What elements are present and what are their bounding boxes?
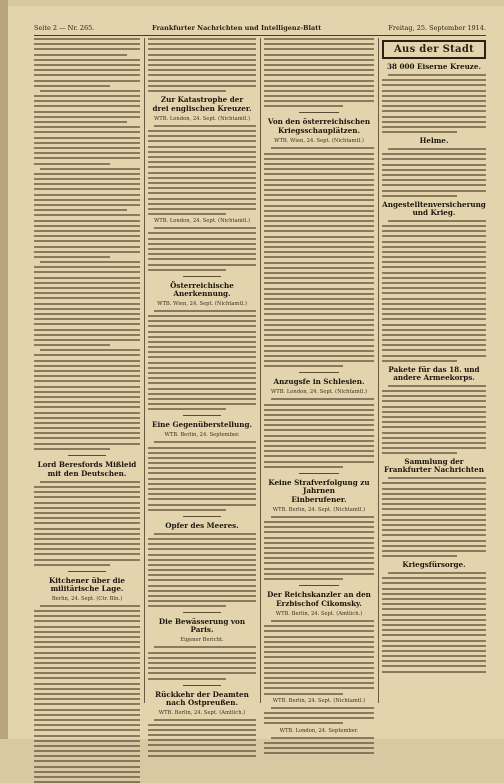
headline-beresford-line2: mit den Deutschen. (47, 468, 127, 478)
article-divider (183, 685, 222, 686)
dateline-strafverfolgung: WTB. Berlin, 24. Sept. (Nichtamtl.) (272, 506, 366, 513)
headline-kitchener: Kitchener über die militärische Lage. (48, 575, 125, 593)
article-divider (299, 473, 339, 474)
article-divider (299, 112, 339, 113)
article-body (148, 38, 256, 92)
column-separator (378, 38, 379, 703)
article-body (382, 572, 486, 673)
header-paper-title: Frankfurter Nachrichten und Intelligenz-Blatt (152, 24, 322, 32)
article-body (148, 533, 256, 608)
running-header (34, 24, 486, 34)
column-separator (260, 38, 261, 703)
column-1 (34, 38, 140, 703)
dateline-oesterreich: WTB. Wien, 24. Sept. (Nichtamtl.) (157, 300, 247, 307)
dateline-kreuzer-2: WTB. London, 24. Sept. (Nichtamtl.) (153, 218, 251, 225)
header-page-number: Seite 2 — Nr. 265. (34, 24, 95, 32)
dateline-ostpreussen: WTB. Berlin, 24. Sept. (Amtlich.) (158, 709, 246, 716)
article-divider (68, 571, 106, 572)
article-divider (299, 585, 339, 586)
article-divider (183, 415, 222, 416)
article-body (148, 227, 256, 271)
article-divider (299, 372, 339, 373)
dateline-kreuzer: WTB. London, 24. Sept. (Nichtamtl.) (153, 115, 251, 122)
headline-reichskanzler-line2: Erzbischof Cikomsky. (276, 599, 362, 608)
headline-strafverfolgung-line2: Einberufener. (291, 494, 347, 504)
article-body (148, 310, 256, 411)
page-binding-edge (0, 0, 8, 739)
headline-kriegsschauplaetze-line2: Kriegsschauplätzen. (277, 126, 361, 136)
headline-kreuzer: Zur Katastrophe der (160, 94, 244, 104)
headline-angestelltenversicherung: Angestelltenversicherung und Krieg. (382, 199, 486, 217)
article-body (34, 38, 140, 450)
article-divider (183, 516, 222, 517)
headline-sammlung: Sammlung der Frankfurter Nachrichten (384, 457, 484, 475)
column-4 (382, 38, 486, 703)
headline-kriegsfuersorge: Kriegsfürsorge. (402, 560, 466, 570)
dateline-kriegsschauplaetze: WTB. Wien, 24. Sept. (Nichtamtl.) (274, 138, 364, 145)
article-body (382, 220, 486, 362)
header-date: Freitag, 25. September 1914. (388, 24, 486, 32)
section-title-aus-der-stadt: Aus der Stadt (382, 40, 486, 59)
column-3 (264, 38, 374, 734)
article-body (382, 148, 486, 197)
article-divider (68, 455, 106, 456)
dateline-kitchener: Berlin, 24. Sept. (Ctr. Bln.) (51, 595, 123, 602)
headline-ostpreussen: Rückkehr der Deamten nach Ostpreußen. (155, 689, 249, 707)
headline-oesterreich: Österreichische Anerkennung. (170, 280, 234, 298)
article-body (264, 38, 374, 107)
headline-helme: Helme. (419, 136, 449, 146)
headline-beresford: Lord Beresfords Mißleid (37, 459, 137, 469)
dateline-london: WTB. London, 24. September. (279, 727, 359, 734)
headline-gegenueberstellung: Eine Gegenüberstellung. (151, 420, 253, 430)
headline-paris: Die Bewässerung von Paris. (158, 617, 246, 635)
headline-kriegsschauplaetze: Von den österreichischen (267, 117, 371, 127)
dateline-reichskanzler: WTB. Berlin, 24. Sept. (Amtlich.) (275, 611, 363, 617)
article-body (264, 737, 374, 755)
headline-reichskanzler: Der Reichskanzler an den (267, 590, 371, 599)
article-divider (183, 276, 222, 277)
article-body (264, 620, 374, 695)
article-body (148, 125, 256, 215)
article-body (148, 719, 256, 757)
headline-kreuzer-line2: drei englischen Kreuzer. (152, 103, 252, 113)
article-divider (183, 612, 222, 613)
article-body (264, 707, 374, 725)
dateline-reichskanzler-2: WTB. Berlin, 24. Sept. (Nichtamtl.) (272, 697, 366, 704)
article-body (382, 385, 486, 454)
headline-pakete: Pakete für das 18. und andere Armeekorps. (388, 364, 480, 382)
article-body (148, 441, 256, 510)
article-body (264, 147, 374, 367)
headline-opfer-des-meeres: Opfer des Meeres. (165, 520, 239, 530)
article-body (382, 74, 486, 133)
header-rule (34, 35, 486, 36)
headline-strafverfolgung: Keine Strafverfolgung zu Jahrnen (268, 477, 370, 495)
article-body (382, 477, 486, 557)
article-body (34, 605, 140, 783)
headline-schlesien: Anzugsfe in Schlesien. (273, 377, 365, 387)
article-body (34, 481, 140, 566)
article-body (264, 516, 374, 580)
column-2 (148, 38, 256, 716)
dateline-paris: Eigener Bericht. (180, 637, 224, 644)
column-separator (144, 38, 145, 703)
article-body (264, 398, 374, 467)
headline-eiserne-kreuze: 38 000 Eiserne Kreuze. (387, 62, 481, 71)
dateline-schlesien: WTB. London, 24. Sept. (Nichtamtl.) (270, 389, 368, 396)
dateline-gegenueberstellung: WTB. Berlin, 24. September. (164, 432, 240, 439)
article-body (148, 646, 256, 679)
